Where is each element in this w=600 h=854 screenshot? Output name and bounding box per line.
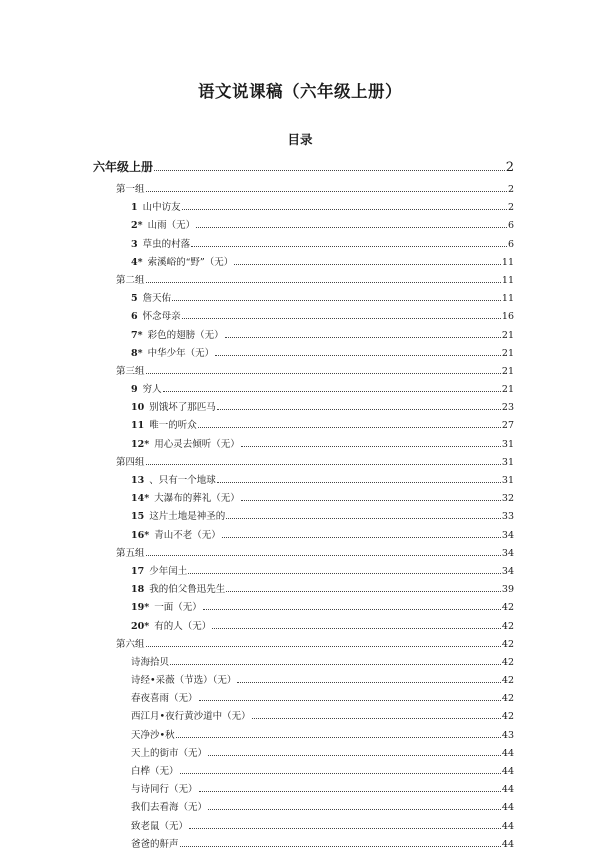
page-number: 42 [501, 693, 514, 705]
entry-title: 春夜喜雨（无） [131, 693, 198, 705]
page-number: 43 [501, 729, 514, 741]
lesson-number: 13 [131, 475, 145, 486]
toc-lesson-entry[interactable] [93, 508, 514, 526]
dot-leader [146, 191, 507, 192]
entry-title: 白桦（无） [131, 766, 179, 777]
page-number: 21 [501, 365, 514, 377]
entry-title: 第一组 [116, 184, 145, 195]
page-number: 16 [501, 311, 514, 323]
toc-lesson-entry[interactable] [93, 672, 514, 690]
dot-leader [222, 537, 501, 538]
dot-leader [198, 427, 501, 428]
page-number: 11 [501, 293, 514, 305]
dot-leader [146, 646, 501, 647]
entry-title: 山雨（无） [147, 220, 196, 232]
entry-title: 我的伯父鲁迅先生 [149, 584, 226, 596]
toc-lesson-entry[interactable] [93, 599, 514, 617]
entry-title: 有的人（无） [154, 620, 212, 632]
toc-lesson-entry[interactable] [93, 472, 514, 490]
dot-leader [196, 227, 507, 228]
dot-leader [215, 355, 501, 356]
dot-leader [241, 500, 501, 501]
entry-title: 天上的街市（无） [131, 747, 208, 759]
toc-group-entry[interactable] [93, 454, 514, 472]
lesson-number: 11 [131, 420, 145, 432]
entry-title: 大瀑布的葬礼（无） [154, 493, 240, 505]
lesson-number: 1 [131, 202, 138, 214]
page-number: 21 [501, 384, 514, 396]
page-number: 6 [507, 220, 514, 232]
dot-leader [217, 482, 501, 483]
page-number: 6 [507, 238, 514, 250]
lesson-number: 7* [131, 329, 143, 341]
lesson-number: 15 [131, 511, 145, 523]
page-number: 23 [501, 402, 514, 414]
entry-title: 与诗同行（无） [131, 784, 198, 796]
page-number: 34 [501, 529, 514, 541]
toc-heading: 目录 [287, 132, 313, 147]
entry-title: 彩色的翅膀（无） [147, 329, 224, 341]
toc-lesson-entry[interactable] [93, 345, 514, 363]
toc-lesson-entry[interactable] [93, 654, 514, 672]
toc-lesson-entry[interactable] [93, 690, 514, 708]
page-number: 2 [505, 160, 514, 175]
entry-title: 诗海拾贝 [131, 656, 170, 668]
dot-leader [182, 318, 501, 319]
dot-leader [180, 773, 501, 774]
entry-title: 六年级上册 [93, 160, 154, 174]
toc-lesson-entry[interactable] [93, 799, 514, 817]
dot-leader [226, 518, 501, 519]
toc-lesson-entry[interactable] [93, 217, 514, 235]
toc-lesson-entry[interactable] [93, 781, 514, 799]
toc-lesson-entry[interactable] [93, 763, 514, 781]
dot-leader [163, 391, 501, 392]
lesson-number: 17 [131, 565, 145, 577]
page-number: 34 [501, 547, 514, 559]
toc-lesson-entry[interactable] [93, 327, 514, 345]
page-number: 34 [501, 565, 514, 577]
toc-lesson-entry[interactable] [93, 308, 514, 326]
entry-title: 山中访友 [142, 202, 181, 214]
dot-leader [188, 573, 501, 574]
lesson-number: 4* [131, 256, 143, 268]
toc-group-entry[interactable] [93, 272, 514, 290]
page-number: 44 [501, 802, 514, 814]
dot-leader [208, 755, 501, 756]
page-number: 42 [501, 675, 514, 687]
lesson-number: 12* [131, 438, 150, 450]
page-number: 44 [501, 766, 514, 777]
entry-title: 怀念母亲 [142, 311, 181, 323]
lesson-number: 2* [131, 220, 143, 232]
toc-group-entry[interactable] [93, 363, 514, 381]
entry-title: 这片土地是神圣的 [149, 511, 226, 523]
entry-title: 第四组 [116, 456, 145, 468]
entry-title: 致老鼠（无） [131, 820, 189, 832]
toc-lesson-entry[interactable] [93, 254, 514, 272]
page-number: 39 [501, 584, 514, 596]
dot-leader [191, 246, 507, 247]
entry-title: 、只有一个地球 [149, 475, 216, 486]
dot-leader [182, 209, 507, 210]
lesson-number: 20* [131, 620, 150, 632]
page-number: 32 [501, 493, 514, 505]
entry-title: 第二组 [116, 274, 145, 286]
toc-lesson-entry[interactable] [93, 236, 514, 254]
toc-lesson-entry[interactable] [93, 836, 514, 854]
dot-leader [146, 464, 501, 465]
entry-title: 我们去看海（无） [131, 802, 208, 814]
page-number: 27 [501, 420, 514, 432]
toc-part-entry[interactable] [93, 156, 514, 178]
toc-lesson-entry[interactable] [93, 436, 514, 454]
entry-title: 詹天佑 [142, 293, 172, 305]
toc-group-entry[interactable] [93, 545, 514, 563]
toc-lesson-entry[interactable] [93, 417, 514, 435]
dot-leader [237, 682, 501, 683]
lesson-number: 9 [131, 384, 138, 396]
toc-lesson-entry[interactable] [93, 527, 514, 545]
page-number: 11 [501, 256, 514, 268]
toc-lesson-entry[interactable] [93, 490, 514, 508]
toc-lesson-entry[interactable] [93, 745, 514, 763]
document-title: 语文说课稿（六年级上册） [198, 82, 402, 101]
entry-title: 少年闰土 [149, 565, 188, 577]
entry-title: 中华少年（无） [147, 347, 215, 359]
page-number: 21 [501, 347, 514, 359]
toc-lesson-entry[interactable] [93, 727, 514, 745]
entry-title: 天净沙•秋 [131, 729, 175, 741]
entry-title: 索溪峪的“野”（无） [147, 256, 234, 268]
dot-leader [212, 628, 501, 629]
dot-leader [146, 555, 501, 556]
page-number: 44 [501, 747, 514, 759]
dot-leader [176, 737, 501, 738]
page-number: 2 [507, 202, 514, 214]
toc-group-entry[interactable] [93, 636, 514, 654]
entry-title: 穷人 [142, 384, 162, 396]
dot-leader [189, 828, 501, 829]
entry-title: 西江月•夜行黄沙道中（无） [131, 711, 251, 723]
dot-leader [180, 846, 501, 847]
lesson-number: 10 [131, 402, 145, 414]
toc-lesson-entry[interactable] [93, 581, 514, 599]
lesson-number: 8* [131, 347, 143, 359]
page-number: 42 [501, 711, 514, 723]
lesson-number: 16* [131, 529, 150, 541]
lesson-number: 18 [131, 584, 145, 596]
entry-title: 第三组 [116, 365, 145, 377]
entry-title: 用心灵去倾听（无） [154, 438, 240, 450]
dot-leader [154, 170, 505, 171]
entry-title: 唯一的听众 [149, 420, 197, 432]
page-number: 11 [501, 274, 514, 286]
dot-leader [199, 791, 501, 792]
toc-lesson-entry[interactable] [93, 199, 514, 217]
page-number: 42 [501, 656, 514, 668]
toc-lesson-entry[interactable] [93, 399, 514, 417]
page-number: 42 [501, 620, 514, 632]
dot-leader [170, 664, 501, 665]
page-number: 42 [501, 638, 514, 650]
dot-leader [172, 300, 501, 301]
page-number: 31 [501, 475, 514, 486]
toc-lesson-entry[interactable] [93, 818, 514, 836]
entry-title: 第五组 [116, 547, 145, 559]
lesson-number: 3 [131, 238, 138, 250]
entry-title: 爸爸的鼾声 [131, 838, 179, 850]
dot-leader [225, 337, 501, 338]
page-number: 42 [501, 602, 514, 614]
entry-title: 一面（无） [154, 602, 202, 614]
entry-title: 诗经•采薇（节选）（无） [131, 675, 237, 687]
lesson-number: 14* [131, 493, 150, 505]
dot-leader [199, 700, 501, 701]
page-number: 31 [501, 456, 514, 468]
dot-leader [146, 373, 501, 374]
page-number: 44 [501, 784, 514, 796]
entry-title: 草虫的村落 [142, 238, 191, 250]
dot-leader [234, 264, 501, 265]
lesson-number: 5 [131, 293, 138, 305]
dot-leader [208, 809, 501, 810]
entry-title: 第六组 [116, 638, 145, 650]
lesson-number: 6 [131, 311, 138, 323]
page-number: 44 [501, 820, 514, 832]
dot-leader [146, 282, 501, 283]
toc-group-entry[interactable] [93, 181, 514, 199]
page-number: 31 [501, 438, 514, 450]
page-number: 21 [501, 329, 514, 341]
dot-leader [217, 409, 501, 410]
dot-leader [203, 609, 501, 610]
toc-lesson-entry[interactable] [93, 563, 514, 581]
page-number: 2 [507, 184, 514, 195]
page-number: 44 [501, 838, 514, 850]
dot-leader [252, 718, 501, 719]
entry-title: 别饿坏了那匹马 [149, 402, 216, 414]
table-of-contents [93, 156, 514, 854]
toc-lesson-entry[interactable] [93, 618, 514, 636]
lesson-number: 19* [131, 602, 150, 614]
dot-leader [241, 446, 501, 447]
page-number: 33 [501, 511, 514, 523]
toc-lesson-entry[interactable] [93, 290, 514, 308]
toc-lesson-entry[interactable] [93, 381, 514, 399]
toc-lesson-entry[interactable] [93, 708, 514, 726]
entry-title: 青山不老（无） [154, 529, 221, 541]
dot-leader [226, 591, 501, 592]
